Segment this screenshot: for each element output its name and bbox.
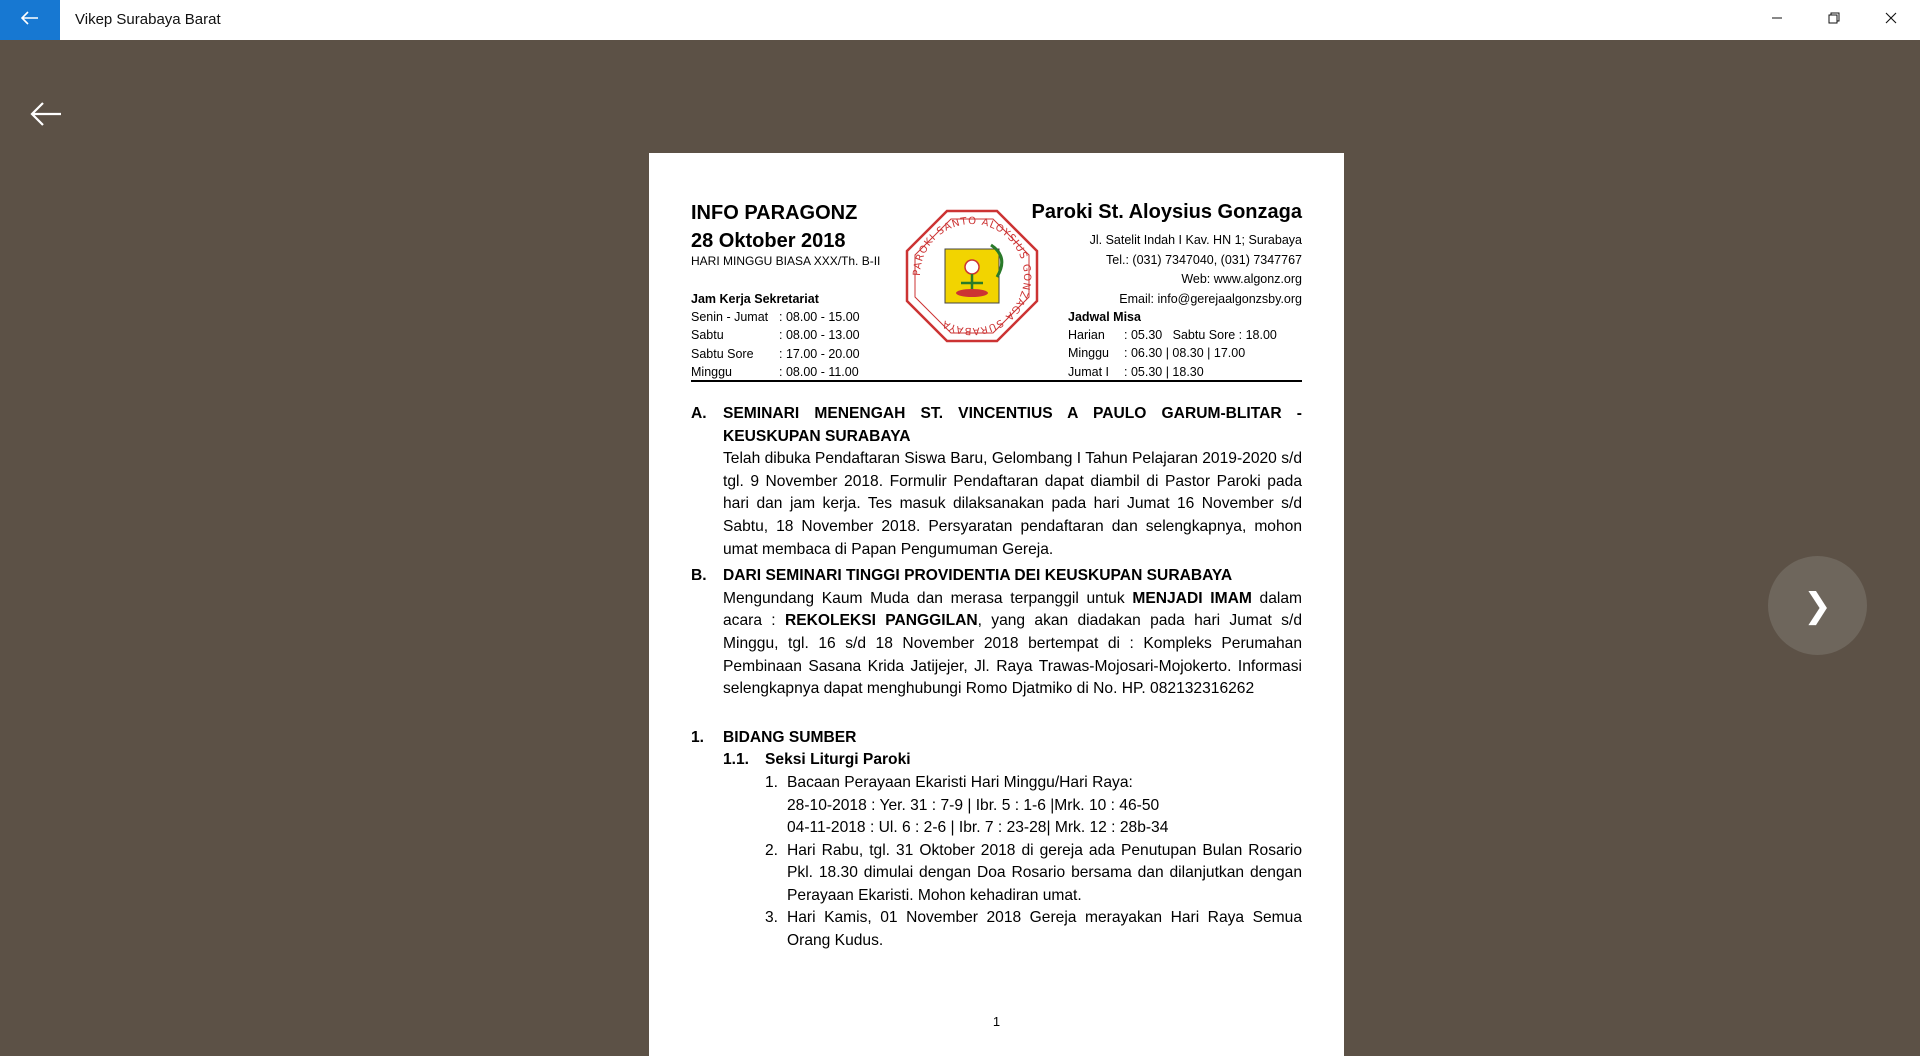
section-b-text: Mengundang Kaum Muda dan merasa terpanggil untuk MENJADI IMAM dalam acara : REKOLEKSI PANGGILAN, yang akan diadakan pada hari Jumat s/d Minggu, tgl. 16 s/d 18 November 2018 bertempat di : Kompleks Perumahan Pembinaan Sasana Krida Jatijejer, Jl. Raya Trawas-Mojosari-Mojokerto. Informasi selengkapnya dapat menghubungi Romo Djatmiko di No. HP. 082132316262 [723,589,1303,698]
next-page-button[interactable] [1768,556,1867,655]
liturgy-list [765,772,1302,953]
doc-header-left [691,199,857,255]
parish-email: Email: info@gerejaalgonzsby.org [1119,291,1302,306]
restore-button[interactable] [1806,0,1862,40]
mass-schedule-heading: Jadwal Misa [1068,310,1141,324]
liturgical-subtitle: HARI MINGGU BIASA XXX/Th. B-II [691,254,881,268]
section-a-text: Telah dibuka Pendaftaran Siswa Baru, Gelombang I Tahun Pelajaran 2019-2020 s/d tgl. 9 November 2018. Formulir Pendaftaran dapat diambil di Pastor Paroki pada hari dan jam kerja. Tes masuk dilaksanakan pada hari Jumat 16 November s/d Sabtu, 18 November 2018. Persyaratan pendaftaran dan selengkapnya, mohon umat membaca di Papan Pengumuman Gereja. [723,450,1302,558]
parish-phone: Tel.: (031) 7347040, (031) 7347767 [1106,252,1302,267]
parish-logo [901,205,1043,347]
document-page [649,153,1344,1056]
list-item: 1. Bacaan Perayaan Ekaristi Hari Minggu/Hari Raya: 28-10-2018 : Yer. 31 : 7-9 | Ibr. 5 : 1-6 |Mrk. 10 : 46-50 04-11-2018 : Ul. 6 : 2-6 | Ibr. 7 : 23-28| Mrk. 12 : 28b-34 [765,773,1169,837]
back-arrow-icon [30,101,62,132]
parish-web: Web: www.algonz.org [1181,272,1302,286]
parish-name: Paroki St. Aloysius Gonzaga [1031,201,1302,223]
doc-header-right [1032,199,1302,309]
close-button[interactable] [1863,0,1919,40]
office-hours-row: Minggu : 08.00 - 11.00 [691,364,859,379]
parish-address: Jl. Satelit Indah I Kav. HN 1; Surabaya [1089,233,1302,247]
title-bar [0,0,1920,40]
minimize-icon [1771,11,1783,29]
mass-schedule [1068,308,1277,381]
close-icon [1885,11,1897,29]
mass-schedule-row: Jumat I : 05.30 | 18.30 [1068,364,1204,379]
section-a-heading: A. SEMINARI MENENGAH ST. VINCENTIUS A PAULO GARUM-BLITAR - KEUSKUPAN SURABAYA [691,405,1302,445]
restore-icon [1828,11,1840,29]
viewer-back-button[interactable] [26,98,66,134]
subsection-heading: 1.1. Seksi Liturgi Paroki [723,751,911,769]
titlebar-back-button[interactable] [0,0,60,40]
office-hours-row: Sabtu : 08.00 - 13.00 [691,328,860,343]
window-title: Vikep Surabaya Barat [75,11,221,28]
svg-text:PAROKI SANTO ALOYSIUS GONZAGA: PAROKI SANTO ALOYSIUS GONZAGA SURABAYA [911,215,1033,337]
back-arrow-icon [21,11,39,30]
office-hours-row: Senin - Jumat : 08.00 - 15.00 [691,310,860,325]
list-item: 2. Hari Rabu, tgl. 31 Oktober 2018 di gereja ada Penutupan Bulan Rosario Pkl. 18.30 dimulai dengan Doa Rosario bersama dan dilanjutkan dengan Perayaan Ekaristi. Mohon kehadiran umat. [765,841,1302,904]
bulletin-date: 28 Oktober 2018 [691,230,846,252]
section-b-heading: B. DARI SEMINARI TINGGI PROVIDENTIA DEI KEUSKUPAN SURABAYA [691,567,1233,585]
page-number: 1 [992,1014,1001,1029]
list-item: 3. Hari Kamis, 01 November 2018 Gereja merayakan Hari Raya Semua Orang Kudus. [765,909,1302,950]
office-hours-row: Sabtu Sore : 17.00 - 20.00 [691,346,860,361]
minimize-button[interactable] [1749,0,1805,40]
mass-schedule-row: Harian : 05.30 Sabtu Sore : 18.00 [1068,328,1277,343]
image-viewer [0,40,1920,1030]
chevron-right-icon: ❯ [1803,585,1832,626]
bulletin-title: INFO PARAGONZ [691,202,858,224]
office-hours-heading: Jam Kerja Sekretariat [691,292,819,306]
doc-body [691,403,1302,953]
office-hours [691,290,860,381]
header-divider [691,380,1302,382]
mass-schedule-row: Minggu : 06.30 | 08.30 | 17.00 [1068,346,1246,361]
section-1-heading: 1. BIDANG SUMBER [691,728,857,746]
